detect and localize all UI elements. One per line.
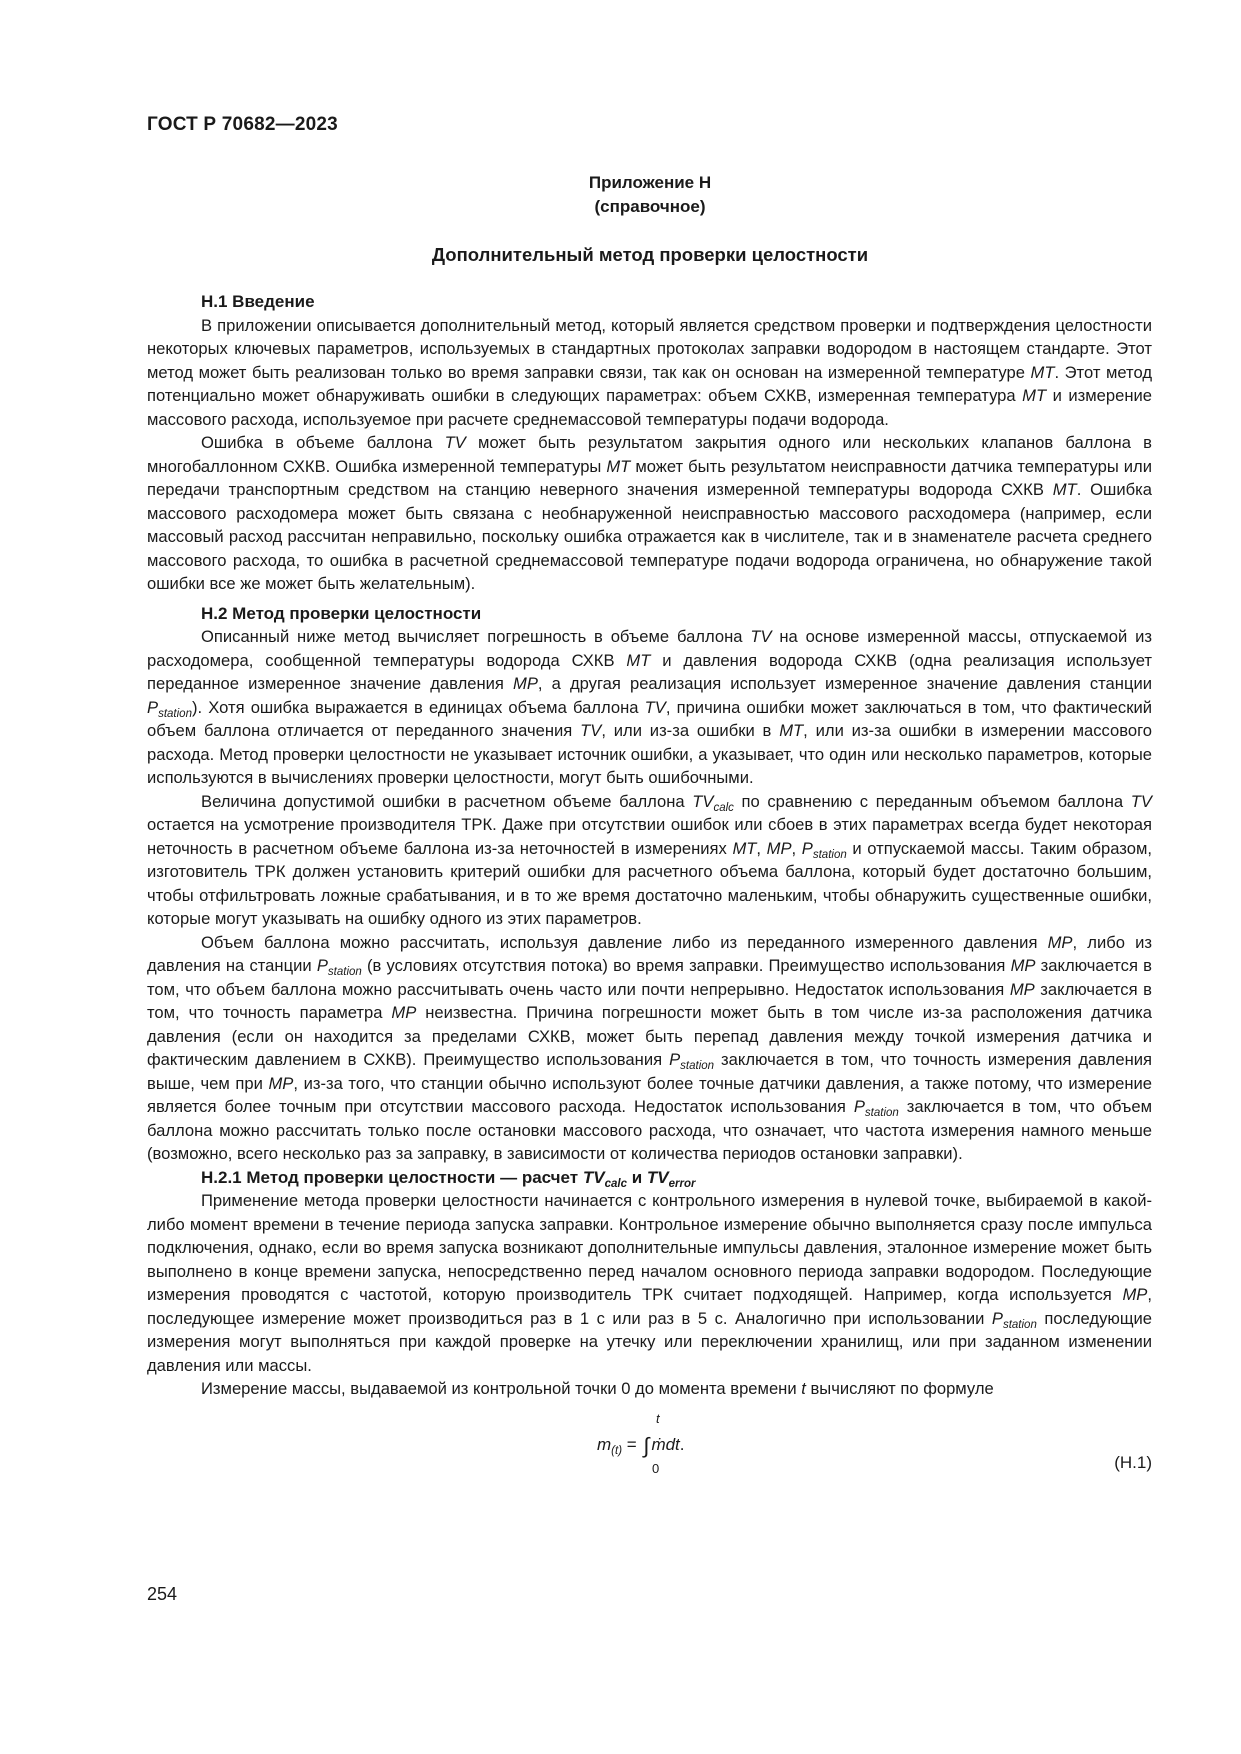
paragraph-n2-1: Описанный ниже метод вычисляет погрешность в объеме баллона TV на основе измеренной массы, отпускаемой из расходомера, сообщенной температуры водорода СХКВ MT и давления водорода СХКВ (одна реализация использует переданное измеренное значение давления MP, а другая реализация использует измеренное значение давления станции $P_{station}$). Хотя ошибка выражается в единицах объема баллона TV, причина ошибки может заключаться в том, что фактический объем баллона отличается от переданного значения TV, или из-за ошибки в MT, или из-за ошибки в измерении массового расхода. Метод проверки целостности не указывает источник ошибки, а указывает, что один или несколько параметров, которые используются в вычислениях проверки целостности, могут быть ошибочными. bbox=[147, 627, 1153, 787]
paragraph-n2-2: Величина допустимой ошибки в расчетном объеме баллона $TV_{calc}$ по сравнению с переданным объемом баллона TV остается на усмотрение производителя ТРК. Даже при отсутствии ошибок или сбоев в этих параметрах всегда будет некоторая неточность в расчетном объеме баллона из-за неточностей в измерениях MT, MP, $P_{station}$ и отпускаемой массы. Таким образом, изготовитель ТРК должен установить критерий ошибки для расчетного объема баллона, который будет достаточно большим, чтобы отфильтровать ложные срабатывания, и в то же время достаточно маленьким, чтобы обнаружить существенные ошибки, которые могут указывать на ошибку одного из этих параметров. bbox=[147, 791, 1152, 928]
annex-label: Приложение Н bbox=[588, 173, 712, 192]
page-number: 254 bbox=[147, 1584, 178, 1604]
paragraph-n2-3: Объем баллона можно рассчитать, используя давление либо из переданного измеренного давления MP, либо из давления на станции $P_{station}$ (в условиях отсутствия потока) во время заправки. Преимущество использования MP заключается в том, что объем баллона можно рассчитывать очень часто или почти непрерывно. Недостаток использования MP заключается в том, что точность параметра MP неизвестна. Причина погрешности может быть в том числе из-за расположения датчика давления (если он находится за пределами СХКВ, может быть перепад давления между точкой измерения датчика и фактическим давлением в СХКВ). Преимущество использования $P_{station}$ заключается в том, что точность измерения давления выше, чем при MP, из-за того, что станции обычно используют более точные датчики давления, а также потому, что измерение является более точным при отсутствии массового расхода. Недостаток использования $P_{station}$ заключается в том, что объем баллона можно рассчитать только после остановки массового расхода, что означает, что частота измерения намного меньше (возможно, всего несколько раз за заправку, в зависимости от количества периодов остановки заправки). bbox=[147, 932, 1153, 1163]
paragraph-n1-2: Ошибка в объеме баллона TV может быть результатом закрытия одного или нескольких клапанов баллона в многобаллонном СХКВ. Ошибка измеренной температуры MT может быть результатом неисправности датчика температуры или передачи транспортным средством на станцию неверного значения измеренной температуры водорода СХКВ MT. Ошибка массового расходомера может быть связана с необнаруженной неисправностью массового расходомера (например, если массовый расход рассчитан неправильно, поскольку ошибка отражается как в числителе, так и в знаменателе расчета среднего массового расхода, то ошибка в расчетной среднемассовой температуре подачи водорода ограничена, но обнаружение такой ошибки все же может быть желательным). bbox=[147, 433, 1152, 593]
document-code: ГОСТ Р 70682—2023 bbox=[147, 114, 338, 135]
document-body bbox=[147, 290, 1152, 1477]
annex-title: Дополнительный метод проверки целостности bbox=[431, 244, 869, 265]
integral-lower-limit: 0 bbox=[652, 1460, 660, 1476]
paragraph-n1-1: В приложении описывается дополнительный метод, который является средством проверки и подтверждения целостности некоторых ключевых параметров, используемых в стандартных протоколах заправки водородом в настоящем стандарте. Этот метод может быть реализован только во время заправки связи, так как он основан на измеренной температуре MT. Этот метод потенциально может обнаруживать ошибки в следующих параметрах: объем СХКВ, измеренная температура MT и измерение массового расхода, используемое при расчете среднемассовой температуры подачи водорода. bbox=[147, 315, 1152, 429]
paragraph-n2-1-1: Применение метода проверки целостности начинается с контрольного измерения в нулевой точке, выбираемой в какой-либо момент времени в течение периода запуска заправки. Контрольное измерение обычно выполняется сразу после импульса подключения, однако, если во время запуска возникают дополнительные импульсы давления, эталонное измерение может быть выполнено в конце времени запуска, непосредственно перед началом основного периода заправки водородом. Последующие измерения проводятся с частотой, которую производитель ТРК считает подходящей. Например, когда используется MP, последующее измерение может производиться раз в 1 с или раз в 5 с. Аналогично при использовании $P_{station}$ последующие измерения могут выполняться при каждой проверке на утечку или переключении хранилищ, или при заданном изменении давления или массы. bbox=[147, 1191, 1152, 1375]
formula-h1 bbox=[147, 1407, 1152, 1477]
section-heading-n1: Н.1 Введение bbox=[201, 292, 315, 311]
formula-number: (Н.1) bbox=[1114, 1452, 1152, 1472]
paragraph-n2-1-2: Измерение массы, выдаваемой из контрольной точки 0 до момента времени t вычисляют по формуле bbox=[201, 1379, 994, 1398]
integral-upper-limit: t bbox=[656, 1410, 660, 1426]
section-heading-n2-1: Н.2.1 Метод проверки целостности — расчет $TV_{calc}$ и $TV_{error}$ bbox=[201, 1167, 696, 1190]
integral-sign: ∫ bbox=[643, 1432, 650, 1458]
formula-expression: $m_{(t)}$ = ∫ ṁdt. bbox=[597, 1432, 685, 1458]
section-heading-n2: Н.2 Метод проверки целостности bbox=[201, 603, 482, 623]
annex-kind: (справочное) bbox=[594, 197, 706, 216]
